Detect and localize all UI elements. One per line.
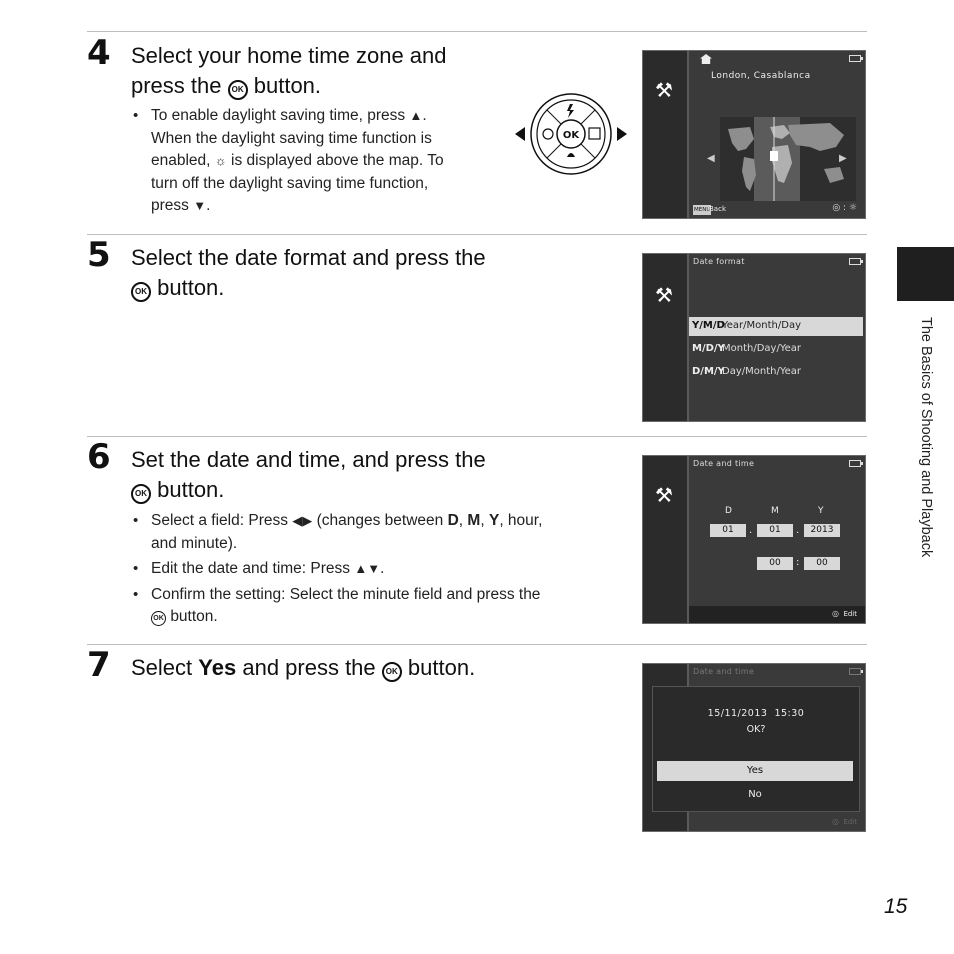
home-icon	[700, 54, 712, 64]
list-item: • Edit the date and time: Press ▲▼.	[133, 560, 385, 577]
step-title	[131, 41, 447, 101]
bullet-text: Select a field: Press	[151, 512, 288, 529]
date-separator: .	[796, 525, 800, 536]
battery-icon	[849, 668, 861, 675]
step-title	[131, 243, 486, 303]
confirm-dialog	[652, 686, 860, 812]
date-format-code: D/M/Y	[692, 366, 725, 377]
ok-center-label: OK	[562, 130, 580, 141]
date-separator: .	[749, 525, 753, 536]
menu-option-selected[interactable]	[689, 317, 863, 336]
bullet-text: enabled,	[151, 152, 211, 169]
battery-icon	[849, 460, 861, 467]
wrench-icon: ⚒	[655, 283, 673, 307]
day-field[interactable]: 01	[710, 524, 746, 537]
ok-button-icon: OK	[228, 80, 248, 100]
date-format-label: Day/Month/Year	[722, 366, 801, 377]
date-time-screen	[642, 455, 866, 624]
step-title	[131, 653, 475, 683]
back-label: Back	[709, 205, 726, 213]
setup-menu-tab	[643, 254, 687, 421]
battery-icon	[849, 258, 861, 265]
instruction-list	[131, 510, 611, 632]
edit-label: Edit	[843, 818, 857, 826]
city-label: London, Casablanca	[711, 71, 811, 81]
bullet-text: .	[380, 560, 385, 577]
step-number: 6	[87, 437, 111, 477]
bullet-text: , hour,	[499, 512, 543, 529]
yes-option[interactable]: Yes	[657, 761, 853, 781]
field-key: D	[447, 512, 459, 529]
bullet-text: Confirm the setting: Select the minute field and press the	[151, 585, 541, 603]
title-text: Select your home time zone and	[131, 43, 447, 68]
month-field[interactable]: 01	[757, 524, 793, 537]
column-label-day: D	[725, 506, 732, 516]
title-text: Select	[131, 655, 193, 680]
date-format-screen	[642, 253, 866, 422]
instruction-list	[131, 105, 501, 221]
menu-separator	[687, 254, 689, 421]
confirm-question: OK?	[746, 724, 766, 735]
title-text: button.	[157, 477, 225, 502]
battery-icon	[849, 55, 861, 62]
screen-header: Date format	[693, 257, 745, 266]
wrench-icon: ⚒	[655, 78, 673, 102]
page-number: 15	[884, 895, 908, 918]
title-text: button.	[253, 73, 322, 98]
chevron-right-icon: ▶	[839, 153, 847, 164]
bullet-text: turn off the daylight saving time function,	[151, 174, 429, 192]
edit-label: Edit	[843, 610, 857, 618]
field-key: Y	[488, 512, 500, 529]
bullet-text: .	[422, 107, 427, 124]
list-item: • Confirm the setting: Select the minute field and press the OK button.	[133, 585, 541, 625]
multi-selector-icon	[513, 93, 629, 175]
up-arrow-icon: ▲	[409, 108, 423, 123]
down-arrow-icon: ▼	[193, 198, 207, 213]
menu-option[interactable]	[689, 340, 863, 359]
rotary-icon: ◎	[832, 817, 839, 826]
divider	[87, 436, 867, 437]
ok-button-icon: OK	[131, 282, 151, 302]
field-key: M	[467, 512, 481, 529]
bullet-text: (changes between	[316, 512, 444, 529]
bullet-text: When the daylight saving time function is	[151, 129, 432, 147]
column-label-month: M	[771, 506, 779, 516]
chevron-left-icon: ◀	[707, 153, 715, 164]
bullet-text: is displayed above the map. To	[231, 152, 444, 169]
bullet-text: .	[206, 197, 211, 214]
timezone-screen	[642, 50, 866, 219]
left-right-arrows-icon: ◀▶	[292, 513, 313, 528]
yes-keyword: Yes	[198, 655, 237, 680]
menu-separator	[687, 456, 689, 623]
bullet-text: Edit the date and time: Press	[151, 560, 351, 577]
title-text: press the	[131, 73, 222, 98]
up-down-arrows-icon: ▲▼	[354, 561, 381, 576]
world-map	[720, 117, 856, 201]
confirm-screen	[642, 663, 866, 832]
screen-header: Date and time	[693, 667, 755, 676]
title-text: button.	[157, 275, 225, 300]
no-option[interactable]: No	[748, 789, 762, 800]
date-format-code: M/D/Y	[692, 343, 725, 354]
step-number: 7	[87, 645, 111, 685]
bullet-text: button.	[170, 608, 218, 625]
date-format-label: Month/Day/Year	[722, 343, 801, 354]
ok-button-icon: OK	[382, 662, 402, 682]
bullet-text: and minute).	[151, 534, 238, 552]
title-text: Set the date and time, and press the	[131, 447, 486, 472]
bullet-text: press	[151, 197, 189, 214]
rotary-icon: ◎	[832, 609, 839, 618]
chapter-tab	[897, 247, 954, 301]
daylight-saving-icon: ◎ : ☼	[832, 203, 857, 213]
divider	[87, 644, 867, 645]
menu-option[interactable]	[689, 363, 863, 382]
divider	[87, 31, 867, 32]
title-text: and press the	[242, 655, 376, 680]
step-title	[131, 445, 486, 505]
title-text: Select the date format and press the	[131, 245, 486, 270]
daylight-saving-icon: ☼	[214, 153, 227, 168]
wrench-icon: ⚒	[655, 483, 673, 507]
confirm-datetime: 15/11/2013 15:30	[707, 708, 805, 719]
menu-separator	[687, 51, 689, 218]
year-field[interactable]: 2013	[804, 524, 840, 537]
minute-field[interactable]: 00	[804, 557, 840, 570]
bullet-text: To enable daylight saving time, press	[151, 107, 406, 124]
ok-button-icon: OK	[151, 611, 166, 626]
step-number: 4	[87, 33, 111, 73]
step-number: 5	[87, 235, 111, 275]
ok-button-icon: OK	[131, 484, 151, 504]
menu-key-badge: MENU	[694, 207, 711, 213]
date-format-code: Y/M/D	[692, 320, 725, 331]
setup-menu-tab	[643, 456, 687, 623]
hour-field[interactable]: 00	[757, 557, 793, 570]
setup-menu-tab	[643, 51, 687, 218]
chapter-title: The Basics of Shooting and Playback	[918, 317, 934, 558]
time-separator: :	[796, 557, 800, 568]
list-item: • Select a field: Press ◀▶ (changes between D, M, Y, hour, and minute).	[133, 512, 543, 552]
screen-header: Date and time	[693, 459, 755, 468]
divider	[87, 234, 867, 235]
title-text: button.	[407, 655, 476, 680]
list-item: • To enable daylight saving time, press ▲. When the daylight saving time function is enabled, ☼ is displayed above the map. To turn off the daylight saving time function, press ▼.	[133, 107, 444, 214]
date-format-label: Year/Month/Day	[722, 320, 801, 331]
column-label-year: Y	[818, 506, 824, 516]
